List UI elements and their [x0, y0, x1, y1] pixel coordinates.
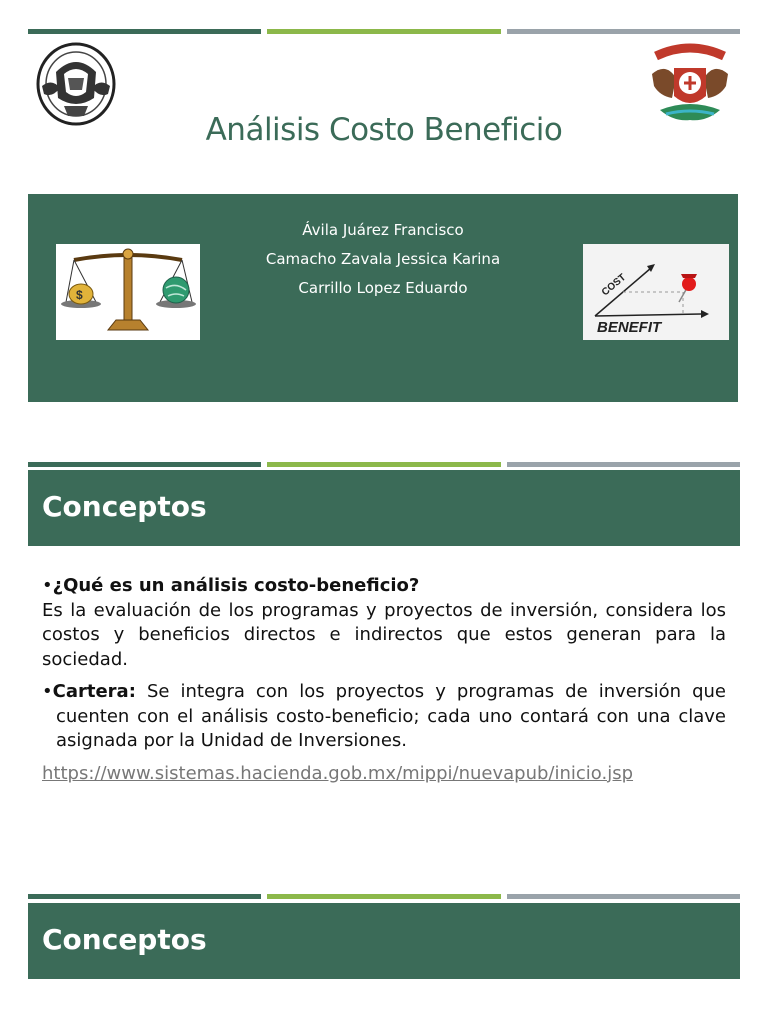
- question-bullet: •¿Qué es un análisis costo-beneficio?: [42, 575, 420, 596]
- cartera-label: Cartera:: [52, 681, 136, 702]
- cartera-text: Se integra con los proyectos y programas de inversión que cuenten con el análisis costo-beneficio; cada uno contará con una clave asignada por la Unidad de Inversiones.: [56, 681, 726, 751]
- hacienda-link[interactable]: https://www.sistemas.hacienda.gob.mx/mippi/nuevapub/inicio.jsp: [42, 762, 634, 784]
- cost-axis-label: COST: [599, 272, 629, 299]
- title-slide: [0, 0, 768, 430]
- slide2-stripes: [28, 462, 740, 467]
- authors-list: [218, 216, 548, 303]
- benefit-axis-label: BENEFIT: [597, 319, 662, 336]
- balance-scale-image: [56, 244, 200, 340]
- authors-box: [28, 194, 738, 402]
- presentation-title: Análisis Costo Beneficio: [205, 112, 563, 148]
- slide2-content: [42, 574, 726, 786]
- author-name: Camacho Zavala Jessica Karina: [265, 250, 501, 268]
- slide3-stripes: [28, 894, 740, 899]
- dollar-sign-icon: $: [76, 288, 83, 302]
- slide3-heading: Conceptos: [42, 923, 207, 956]
- question-text: ¿Qué es un análisis costo-beneficio?: [52, 575, 420, 596]
- slide3-heading-band: [28, 903, 740, 979]
- cost-benefit-image: [583, 244, 729, 340]
- header-stripes: [28, 29, 740, 34]
- cartera-bullet: •Cartera: Se integra con los proyectos y programas de inversión que cuenten con el análisis costo-beneficio; cada uno contará con una clave asignada por la Unidad de Inversiones.: [42, 681, 726, 751]
- author-name: Ávila Juárez Francisco: [302, 221, 464, 239]
- answer-paragraph: Es la evaluación de los programas y proyectos de inversión, considera los costos y beneficios directos e indirectos que estos generan para la sociedad.: [42, 599, 726, 670]
- slide2-heading-band: [28, 470, 740, 546]
- author-name: Carrillo Lopez Eduardo: [298, 279, 468, 297]
- slide2-heading: Conceptos: [42, 490, 207, 523]
